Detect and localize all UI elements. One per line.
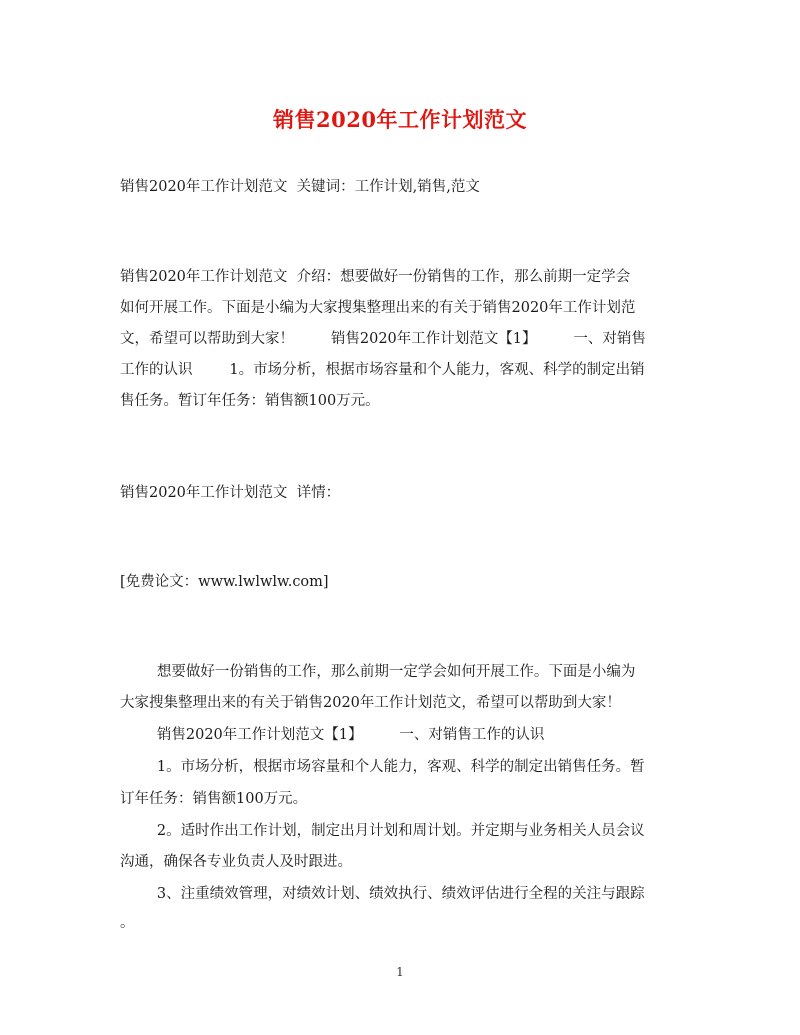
intro-line: 文，希望可以帮助到大家！ 销售2020年工作计划范文【1】 一、对销售 [120,331,646,347]
body-line: 3、注重绩效管理，对绩效计划、绩效执行、绩效评估进行全程的关注与跟踪 [120,886,645,902]
intro-line: 如何开展工作。下面是小编为大家搜集整理出来的有关于销售2020年工作计划范 [120,300,636,316]
document-title: 销售2020年工作计划范文 [273,107,527,132]
page-number: 1 [396,965,404,979]
body-line: 订年任务：销售额100万元。 [120,791,308,807]
body-line: 大家搜集整理出来的有关于销售2020年工作计划范文，希望可以帮助到大家！ [120,695,621,711]
intro-line: 售任务。暂订年任务：销售额100万元。 [120,393,380,409]
details-line: 销售2020年工作计划范文 详情： [120,485,341,501]
intro-line: 销售2020年工作计划范文 介绍：想要做好一份销售的工作，那么前期一定学会 [120,269,631,285]
body-line: 。 [120,915,135,931]
source-line: [免费论文：www.lwlwlw.com] [120,574,329,590]
body-line: 2。适时作出工作计划，制定出月计划和周计划。并定期与业务相关人员会议 [120,823,645,839]
intro-line: 工作的认识 1。市场分析，根据市场容量和个人能力，客观、科学的制定出销 [120,362,645,378]
body-line: 沟通，确保各专业负责人及时跟进。 [120,854,352,870]
body-line: 1。市场分析，根据市场容量和个人能力，客观、科学的制定出销售任务。暂 [120,759,645,775]
body-line: 想要做好一份销售的工作，那么前期一定学会如何开展工作。下面是小编为 [120,664,636,680]
keywords-line: 销售2020年工作计划范文 关键词：工作计划,销售,范文 [120,179,480,195]
body-line: 销售2020年工作计划范文【1】 一、对销售工作的认识 [120,727,545,743]
